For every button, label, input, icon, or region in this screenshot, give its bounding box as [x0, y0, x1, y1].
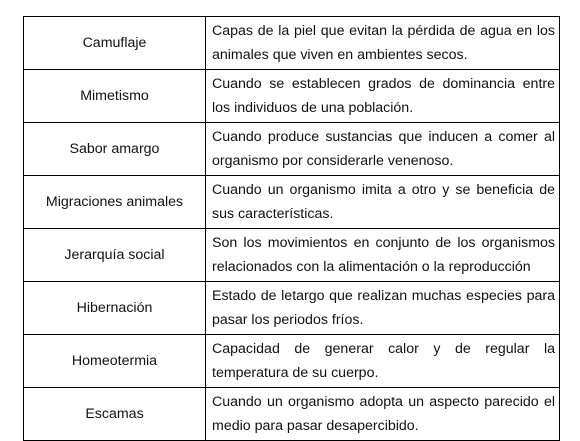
table-row: [24, 176, 560, 229]
definition-cell: Capas de la piel que evitan la pérdida de agua en los animales que viven en ambientes secos.: [206, 17, 560, 70]
term-cell: Homeotermia: [24, 335, 206, 388]
table-row: [24, 123, 560, 176]
table-row: [24, 388, 560, 441]
definition-cell: Cuando un organismo adopta un aspecto parecido el medio para pasar desapercibido.: [206, 388, 560, 441]
definition-cell: Cuando un organismo imita a otro y se beneficia de sus características.: [206, 176, 560, 229]
term-cell: Hibernación: [24, 282, 206, 335]
term-cell: Escamas: [24, 388, 206, 441]
term-cell: Camuflaje: [24, 17, 206, 70]
definition-cell: Cuando se establecen grados de dominancia entre los individuos de una población.: [206, 70, 560, 123]
definition-cell: Capacidad de generar calor y de regular la temperatura de su cuerpo.: [206, 335, 560, 388]
term-cell: Mimetismo: [24, 70, 206, 123]
table-row: [24, 70, 560, 123]
table-row: [24, 282, 560, 335]
term-cell: Migraciones animales: [24, 176, 206, 229]
term-cell: Jerarquía social: [24, 229, 206, 282]
definition-cell: Estado de letargo que realizan muchas especies para pasar los periodos fríos.: [206, 282, 560, 335]
table-row: [24, 229, 560, 282]
definition-cell: Cuando produce sustancias que inducen a comer al organismo por considerarle venenoso.: [206, 123, 560, 176]
term-cell: Sabor amargo: [24, 123, 206, 176]
definition-cell: Son los movimientos en conjunto de los organismos relacionados con la alimentación o la reproducción: [206, 229, 560, 282]
table-row: [24, 17, 560, 70]
table-row: [24, 335, 560, 388]
matching-table: [23, 16, 560, 441]
